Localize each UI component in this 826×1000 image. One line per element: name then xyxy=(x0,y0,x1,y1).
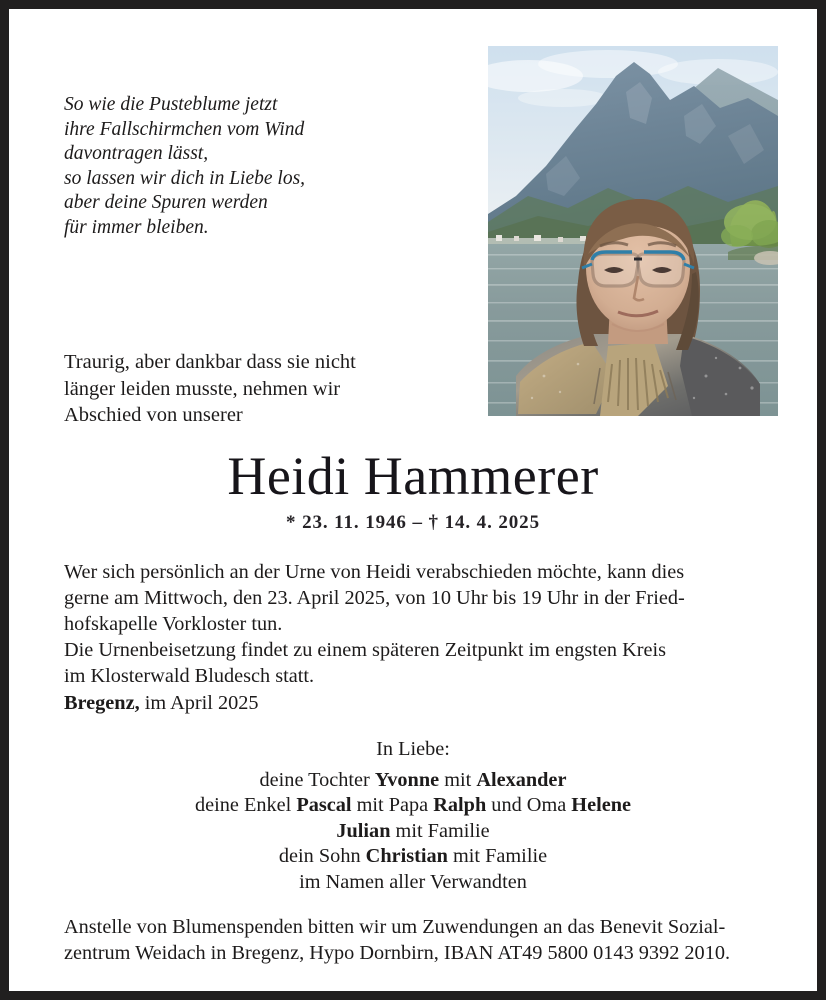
donation-line-1: Anstelle von Blumenspenden bitten wir um Zuwendungen an das Benevit Sozial- xyxy=(64,916,726,938)
poem-line-5: aber deine Spuren werden xyxy=(64,192,268,214)
poem-line-2: ihre Fallschirmchen vom Wind xyxy=(64,118,305,140)
intro-line-1: Traurig, aber dankbar dass sie nicht xyxy=(64,351,356,373)
family-heading: In Liebe: xyxy=(376,738,450,760)
funeral-p2-line-1: Die Urnenbeisetzung findet zu einem späteren Zeitpunkt im engsten Kreis xyxy=(64,639,667,661)
funeral-p1-line-1: Wer sich persönlich an der Urne von Heidi verabschieden möchte, kann dies xyxy=(64,561,685,583)
portrait-photo-image xyxy=(488,46,778,416)
family-row-1-mid: mit Papa xyxy=(351,794,434,816)
family-row-grandchildren xyxy=(18,793,808,819)
intro-line-2: länger leiden musste, nehmen wir xyxy=(64,377,341,400)
donation-line-2: zentrum Weidach in Bregenz, Hypo Dornbirn, IBAN AT49 5800 0143 9392 2010. xyxy=(64,942,731,964)
deceased-dates: * 23. 11. 1946 – † 14. 4. 2025 xyxy=(286,512,540,533)
funeral-p1-line-3: hofskapelle Vorkloster tun. xyxy=(64,613,283,635)
family-row-julian xyxy=(18,819,808,845)
family-row-3-name1: Christian xyxy=(365,845,448,867)
family-row-2-name1: Julian xyxy=(336,819,391,842)
family-row-2-mid: mit Familie xyxy=(390,819,490,842)
intro-line-3: Abschied von unserer xyxy=(64,404,243,426)
place-city: Bregenz, xyxy=(64,692,140,714)
family-row-daughter xyxy=(18,768,808,794)
poem-line-3: davontragen lässt, xyxy=(64,143,209,165)
family-row-3-mid: mit Familie xyxy=(447,845,548,867)
family-row-1-name3: Helene xyxy=(571,794,631,816)
memorial-poem xyxy=(64,93,464,241)
poem-line-4: so lassen wir dich in Liebe los, xyxy=(64,167,306,189)
family-row-1-name2: Ralph xyxy=(433,794,487,816)
funeral-paragraph-1 xyxy=(64,559,777,637)
family-row-son xyxy=(18,844,808,870)
family-row-relatives: im Namen aller Verwandten xyxy=(299,870,527,893)
donation-paragraph xyxy=(64,914,777,966)
funeral-p2-line-2: im Klosterwald Bludesch statt. xyxy=(64,665,315,687)
family-row-0-name1: Yvonne xyxy=(374,768,440,791)
family-row-1-mid2: und Oma xyxy=(486,794,572,816)
family-row-0-name2: Alexander xyxy=(476,768,567,791)
deceased-name: Heidi Hammerer xyxy=(227,446,599,506)
family-row-0-mid: mit xyxy=(439,768,477,791)
poem-line-6: für immer bleiben. xyxy=(64,216,209,238)
portrait-photo xyxy=(488,46,778,416)
family-row-1-name1: Pascal xyxy=(296,794,352,816)
donation-notice xyxy=(64,914,777,966)
family-row-3-prefix: dein Sohn xyxy=(278,845,366,867)
family-list xyxy=(18,737,808,895)
family-row-1-prefix: deine Enkel xyxy=(194,794,297,816)
obituary-notice-inner xyxy=(9,9,817,991)
intro-paragraph xyxy=(64,349,436,429)
funeral-details xyxy=(64,559,777,689)
family-row-0-prefix: deine Tochter xyxy=(259,768,375,791)
place-and-date xyxy=(64,690,259,716)
funeral-p1-line-2: gerne am Mittwoch, den 23. April 2025, von 10 Uhr bis 19 Uhr in der Fried- xyxy=(64,587,685,609)
place-month: im April 2025 xyxy=(139,692,259,714)
funeral-paragraph-2 xyxy=(64,637,777,689)
poem-line-1: So wie die Pusteblume jetzt xyxy=(64,94,278,115)
